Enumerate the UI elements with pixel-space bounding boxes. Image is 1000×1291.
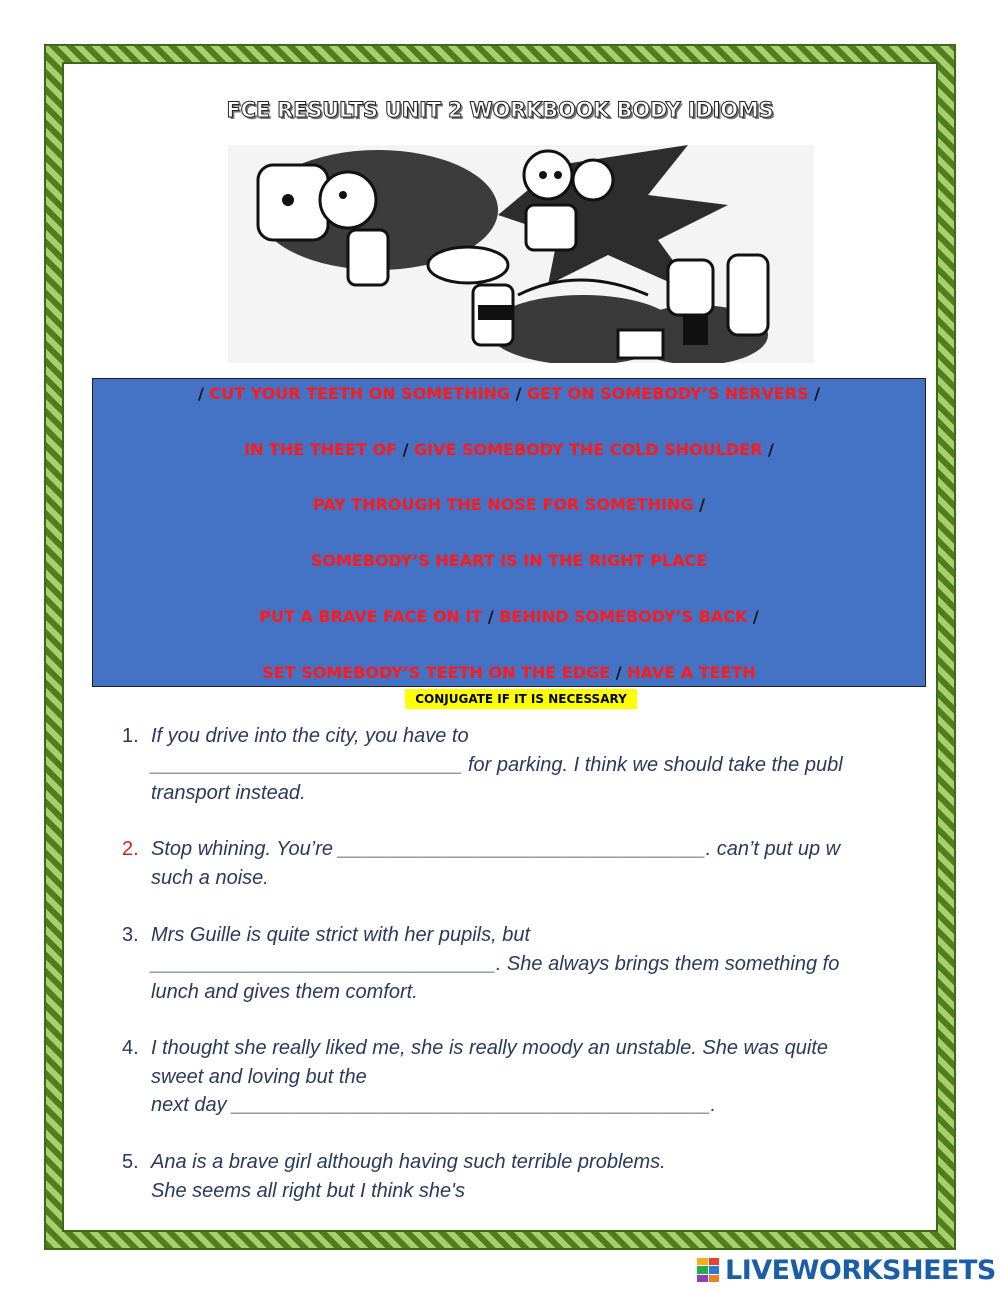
separator: / — [487, 607, 500, 626]
idiom-line-2 — [93, 440, 925, 459]
idiom-line-5 — [93, 607, 925, 626]
item-line: Mrs Guille is quite strict with her pupils, but — [151, 924, 531, 946]
idiom: GIVE SOMEBODY THE COLD SHOULDER — [414, 440, 763, 459]
item-line: lunch and gives them comfort. — [151, 981, 418, 1003]
separator: / — [747, 607, 759, 626]
separator: / — [615, 663, 628, 682]
item-number: 1. — [122, 725, 139, 747]
item-line: transport instead. — [151, 782, 306, 804]
separator: / — [693, 495, 705, 514]
item-line: Stop whining. You’re _________________________________. can’t put up w — [151, 838, 841, 860]
idiom: SOMEBODY’S HEART IS IN THE RIGHT PLACE — [310, 551, 708, 570]
separator: / — [510, 384, 528, 403]
item-number: 5. — [122, 1151, 139, 1173]
idiom: HAVE A TEETH — [627, 663, 756, 682]
item-line: Ana is a brave girl although having such terrible problems. — [151, 1151, 666, 1173]
idiom-line-6 — [93, 663, 925, 682]
cartoon-illustration — [228, 145, 814, 363]
idiom: BEHIND SOMEBODY’S BACK — [499, 607, 748, 626]
idiom: PAY THROUGH THE NOSE FOR SOMETHING — [313, 495, 694, 514]
item-line: ____________________________ for parking. I think we should take the publ — [151, 753, 843, 776]
idiom: PUT A BRAVE FACE ON IT — [259, 607, 488, 626]
exercise-list — [122, 722, 926, 1212]
item-number: 4. — [122, 1037, 139, 1059]
liveworksheets-logo[interactable] — [697, 1255, 996, 1285]
item-line: sweet and loving but the — [151, 1065, 367, 1088]
item-number: 3. — [122, 924, 139, 946]
separator: / — [808, 384, 821, 403]
idiom: SET SOMEBODY’S TEETH ON THE EDGE — [262, 663, 616, 682]
idiom-line-3 — [93, 495, 925, 514]
item-line: I thought she really liked me, she is really moody an unstable. She was quite — [151, 1037, 829, 1059]
separator: / — [762, 440, 774, 459]
item-line: She seems all right but I think she's — [151, 1179, 465, 1202]
idiom: GET ON SOMEBODY’S NERVERS — [527, 384, 809, 403]
idiom: IN THE THEET OF — [244, 440, 403, 459]
separator: / — [402, 440, 414, 459]
instruction-label: CONJUGATE IF IT IS NECESSARY — [405, 689, 637, 709]
item-line: _______________________________. She always brings them something fo — [151, 952, 840, 975]
idiom-line-4 — [93, 551, 925, 570]
logo-icon — [697, 1258, 719, 1282]
separator: / — [197, 384, 210, 403]
item-line: If you drive into the city, you have to — [151, 725, 469, 747]
item-number: 2. — [122, 838, 139, 860]
idiom-line-1 — [93, 384, 925, 403]
page-title: FCE RESULTS UNIT 2 WORKBOOK BODY IDIOMS — [226, 98, 774, 122]
item-line: next day ___________________________________________. — [151, 1094, 717, 1116]
item-line: such a noise. — [151, 866, 269, 889]
idiom: CUT YOUR TEETH ON SOMETHING — [209, 384, 511, 403]
idiom-word-bank — [92, 378, 926, 687]
logo-text: LIVEWORKSHEETS — [725, 1254, 996, 1286]
